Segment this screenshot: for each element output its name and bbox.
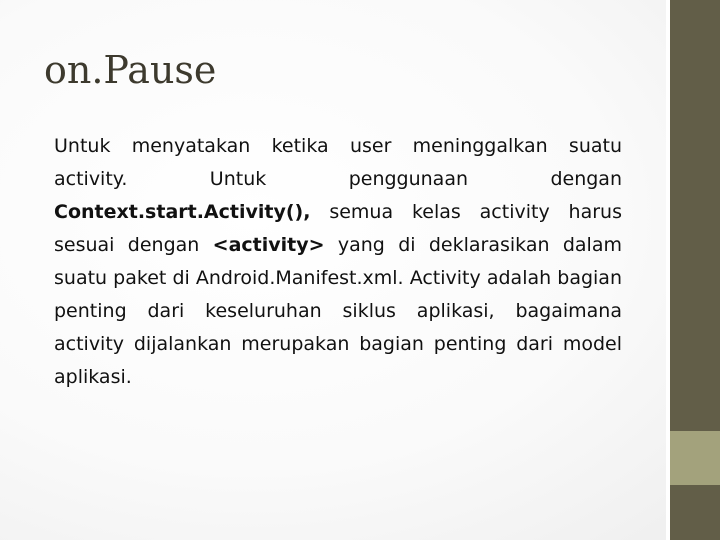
- body-intro: Untuk menyatakan ketika user meninggalkan suatu activity. Untuk penggunaan dengan: [54, 135, 622, 190]
- body-rest: yang di deklarasikan dalam suatu paket di Android.Manifest.xml. Activity adalah bagian penting dari keseluruhan siklus aplikasi, bagaimana activity dijalankan merupakan bagian penting dari model aplikasi.: [54, 234, 622, 388]
- body-activity-tag: <activity>: [212, 234, 325, 256]
- slide-body-text: [54, 130, 622, 394]
- body-middle: semua kelas activity harus sesuai dengan: [54, 201, 622, 256]
- slide-title: on.Pause: [44, 48, 217, 92]
- side-accent-block: [670, 431, 720, 485]
- body-method-name: Context.start.Activity(),: [54, 201, 311, 223]
